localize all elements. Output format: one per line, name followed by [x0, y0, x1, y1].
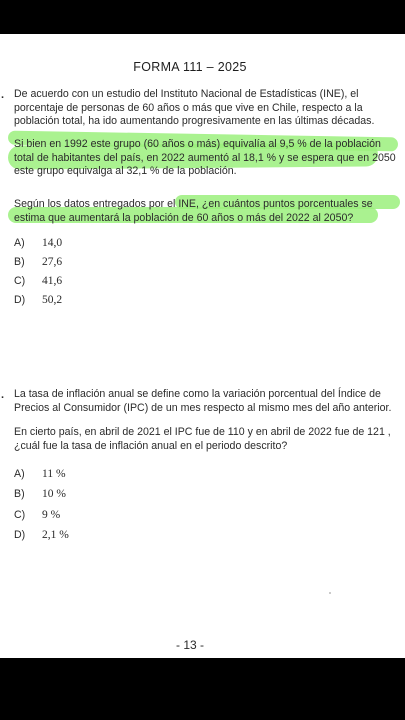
option-key: B)	[14, 488, 25, 500]
scan-speck	[329, 592, 331, 594]
question-2-bullet: .	[1, 389, 5, 401]
q1-prompt-line-2: estima que aumentará la población de 60 años o más del 2022 al 2050?	[14, 211, 354, 224]
option-key: C)	[14, 275, 26, 287]
q1-option-b[interactable]	[14, 256, 62, 270]
option-value: 9 %	[42, 509, 61, 521]
option-key: A)	[14, 237, 25, 249]
page-number: - 13 -	[175, 638, 204, 652]
question-1-intro	[14, 88, 396, 129]
q2-intro-line-1: La tasa de inflación anual se define como la variación porcentual del Índice de	[14, 388, 381, 400]
option-value: 14,0	[42, 237, 63, 249]
option-key: D)	[14, 529, 26, 541]
option-key: D)	[14, 294, 26, 306]
q2-option-b[interactable]	[14, 488, 66, 502]
q2-option-d[interactable]	[14, 529, 69, 543]
q1-data-line-1: Si bien en 1992 este grupo (60 años o más) equivalía al 9,5 % de la población	[14, 138, 381, 150]
q1-intro-line-3: población total, ha ido aumentando progresivamente en las últimas décadas.	[14, 115, 375, 128]
option-key: B)	[14, 256, 25, 268]
page-title: FORMA 111 – 2025	[133, 60, 247, 74]
question-1-data	[14, 138, 396, 179]
q2-prompt-line-2: ¿cuál fue la tasa de inflación anual en el periodo descrito?	[14, 439, 288, 452]
q2-intro-line-2: Precios al Consumidor (IPC) de un mes respecto al mismo mes del año anterior.	[14, 401, 392, 414]
q2-prompt-line-1: En cierto país, en abril de 2021 el IPC fue de 110 y en abril de 2022 fue de 121 ,	[14, 426, 391, 438]
option-key: A)	[14, 468, 25, 480]
option-value: 2,1 %	[42, 529, 69, 541]
q1-data-line-2: total de habitantes del país, en 2022 aumentó al 18,1 % y se espera que en 2050	[14, 151, 396, 164]
document-page	[0, 34, 405, 658]
q1-option-d[interactable]	[14, 294, 62, 308]
q2-option-a[interactable]	[14, 468, 66, 482]
q1-data-line-3: este grupo equivalga al 32,1 % de la población.	[14, 165, 237, 178]
q1-prompt-line-1: Según los datos entregados por el INE, ¿en cuántos puntos porcentuales se	[14, 198, 373, 210]
q1-intro-line-1: De acuerdo con un estudio del Instituto Nacional de Estadísticas (INE), el	[14, 88, 359, 100]
option-value: 41,6	[42, 275, 63, 287]
q1-option-a[interactable]	[14, 237, 62, 251]
q2-option-c[interactable]	[14, 509, 60, 523]
option-value: 10 %	[42, 488, 66, 500]
option-value: 50,2	[42, 294, 63, 306]
question-2-prompt	[14, 426, 396, 453]
q1-option-c[interactable]	[14, 275, 62, 289]
option-key: C)	[14, 509, 26, 521]
option-value: 27,6	[42, 256, 63, 268]
question-1-prompt	[14, 198, 396, 225]
option-value: 11 %	[42, 468, 66, 480]
question-1-bullet: .	[1, 89, 5, 101]
q1-intro-line-2: porcentaje de personas de 60 años o más que vive en Chile, respecto a la	[14, 101, 363, 114]
question-2-intro	[14, 388, 396, 415]
